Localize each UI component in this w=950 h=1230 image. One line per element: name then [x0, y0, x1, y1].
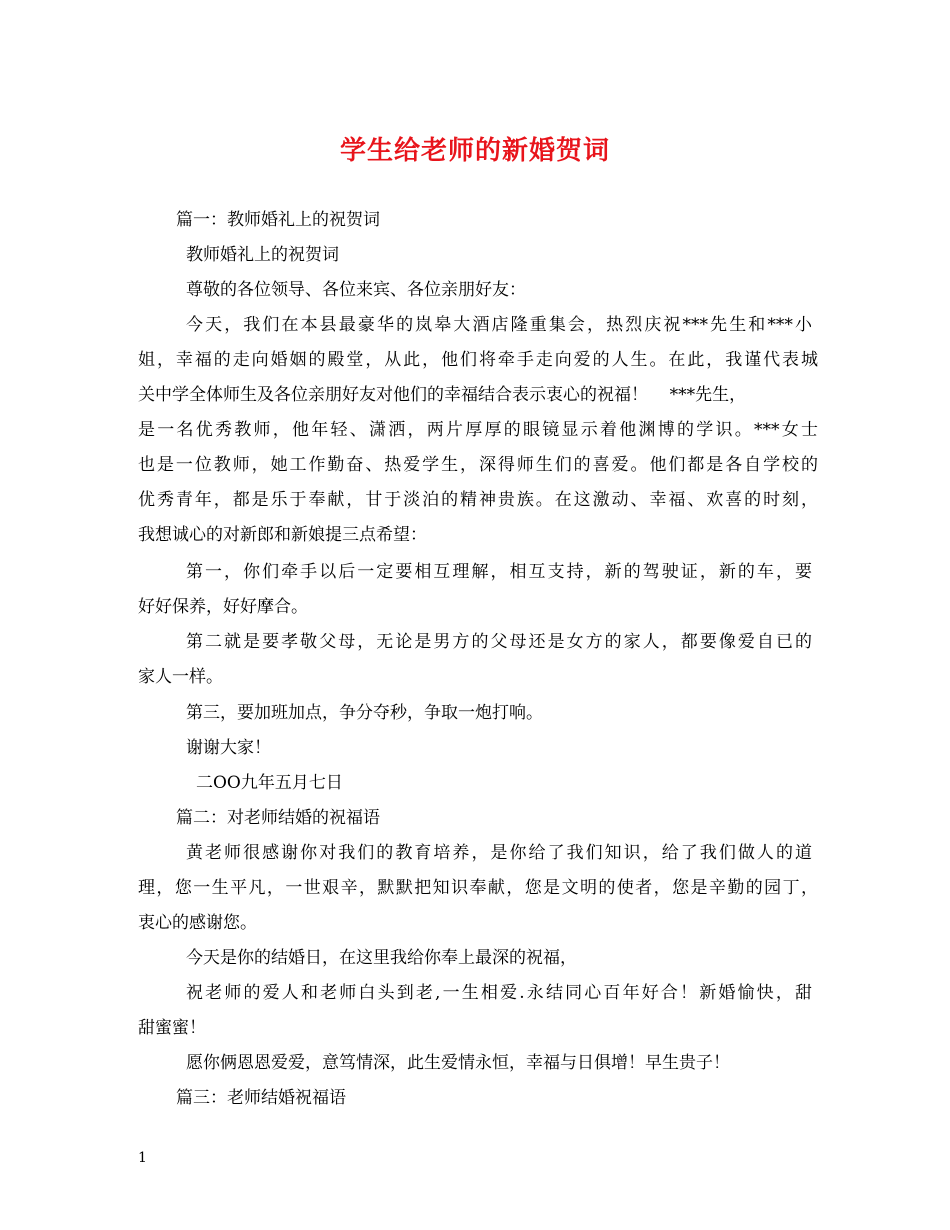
- paragraph-line: 理，您一生平凡，一世艰辛，默默把知识奉献，您是文明的使者，您是辛勤的园丁，: [138, 878, 818, 898]
- section-heading-3: 篇三：老师结婚祝福语: [176, 1088, 346, 1108]
- paragraph-line: 尊敬的各位领导、各位来宾、各位亲朋好友：: [186, 280, 526, 300]
- paragraph-line: 黄老师很感谢你对我们的教育培养，是你给了我们知识，给了我们做人的道: [186, 843, 812, 863]
- section-heading-2: 篇二：对老师结婚的祝福语: [176, 808, 380, 828]
- paragraph-line: 第一，你们牵手以后一定要相互理解，相互支持，新的驾驶证，新的车，要: [186, 562, 812, 582]
- paragraph-line: 衷心的感谢您。: [138, 913, 257, 933]
- paragraph-line: 家人一样。: [138, 667, 223, 687]
- paragraph-line: 今天，我们在本县最豪华的岚皋大酒店隆重集会，热烈庆祝***先生和***小: [186, 315, 812, 335]
- paragraph-line: 谢谢大家！: [186, 738, 271, 758]
- paragraph-line: 第二就是要孝敬父母，无论是男方的父母还是女方的家人，都要像爱自已的: [186, 632, 812, 652]
- paragraph-line: 愿你俩恩恩爱爱，意笃情深，此生爱情永恒，幸福与日俱增！早生贵子！: [186, 1053, 730, 1073]
- paragraph-line: 我想诚心的对新郎和新娘提三点希望：: [138, 525, 427, 545]
- paragraph-line: 是一名优秀教师，他年轻、潇洒，两片厚厚的眼镜显示着他渊博的学识。***女士: [138, 420, 818, 440]
- section-heading-1: 篇一：教师婚礼上的祝贺词: [176, 210, 380, 230]
- paragraph-line: 甜蜜蜜！: [138, 1018, 206, 1038]
- page-number: 1: [138, 1150, 147, 1166]
- paragraph-line: 也是一位教师，她工作勤奋、热爱学生，深得师生们的喜爱。他们都是各自学校的: [138, 455, 818, 475]
- paragraph-line: 优秀青年，都是乐于奉献，甘于淡泊的精神贵族。在这激动、幸福、欢喜的时刻，: [138, 490, 818, 510]
- date-line: 二OO九年五月七日: [196, 773, 343, 793]
- paragraph-line: 祝老师的爱人和老师白头到老,一生相爱.永结同心百年好合！新婚愉快，甜: [186, 983, 812, 1003]
- paragraph-line: 第三，要加班加点，争分夺秒，争取一炮打响。: [186, 703, 543, 723]
- paragraph-line: 好好保养，好好摩合。: [138, 597, 308, 617]
- document-title: 学生给老师的新婚贺词: [339, 136, 610, 166]
- paragraph-line: 关中学全体师生及各位亲朋好友对他们的幸福结合表示衷心的祝福！ ***先生，: [138, 385, 747, 405]
- paragraph-line: 今天是你的结婚日，在这里我给你奉上最深的祝福，: [186, 948, 577, 968]
- paragraph-line: 姐，幸福的走向婚姻的殿堂，从此，他们将牵手走向爱的人生。在此，我谨代表城: [138, 350, 818, 370]
- paragraph-line: 教师婚礼上的祝贺词: [186, 245, 339, 265]
